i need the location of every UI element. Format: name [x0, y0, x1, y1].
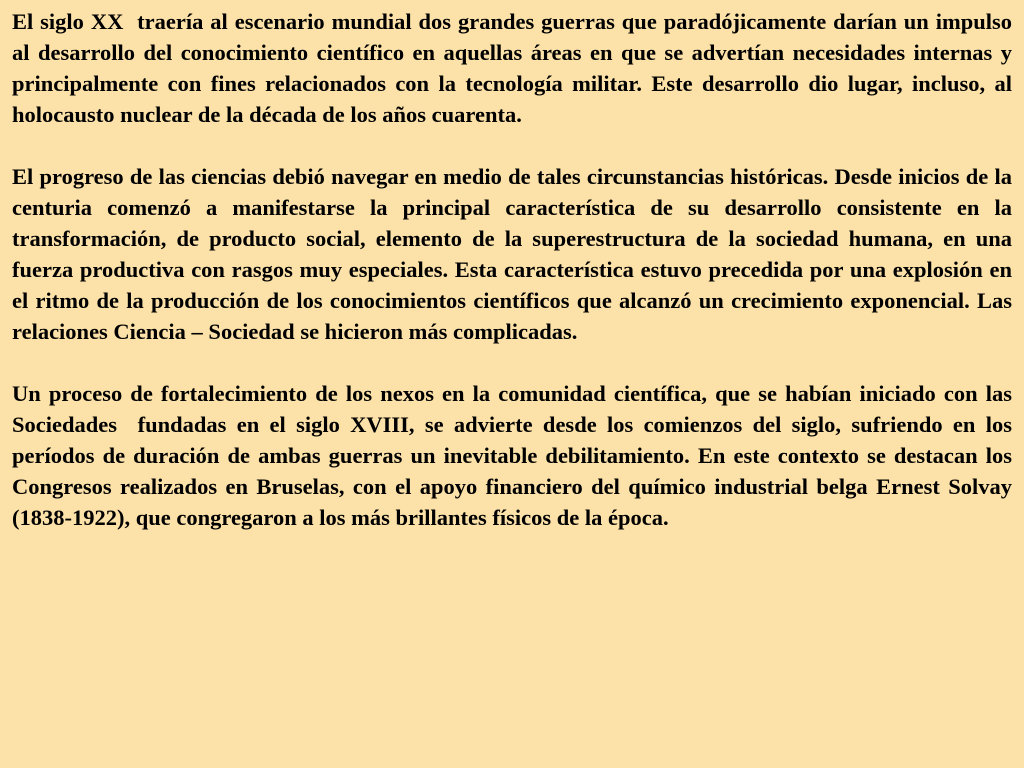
paragraph-1: El siglo XX traería al escenario mundial dos grandes guerras que paradójicamente darían un impulso al desarrollo del conocimiento científico en aquellas áreas en que se advertían necesidades internas y principalmente con fines relacionados con la tecnología militar. Este desarrollo dio lugar, incluso, al holocausto nuclear de la década de los años cuarenta.: [12, 9, 1018, 127]
paragraph-3: Un proceso de fortalecimiento de los nexos en la comunidad científica, que se habían iniciado con las Sociedades fundadas en el siglo XVIII, se advierte desde los comienzos del siglo, sufriendo en los períodos de duración de ambas guerras un inevitable debilitamiento. En este contexto se destacan los Congresos realizados en Bruselas, con el apoyo financiero del químico industrial belga Ernest Solvay (1838-1922), que congregaron a los más brillantes físicos de la época.: [12, 381, 1018, 530]
paragraph-2: El progreso de las ciencias debió navegar en medio de tales circunstancias históricas. Desde inicios de la centuria comenzó a manifestarse la principal característica de su desarrollo consistente en la transformación, de producto social, elemento de la superestructura de la sociedad humana, en una fuerza productiva con rasgos muy especiales. Esta característica estuvo precedida por una explosión en el ritmo de la producción de los conocimientos científicos que alcanzó un crecimiento exponencial. Las relaciones Ciencia – Sociedad se hicieron más complicadas.: [12, 164, 1018, 344]
